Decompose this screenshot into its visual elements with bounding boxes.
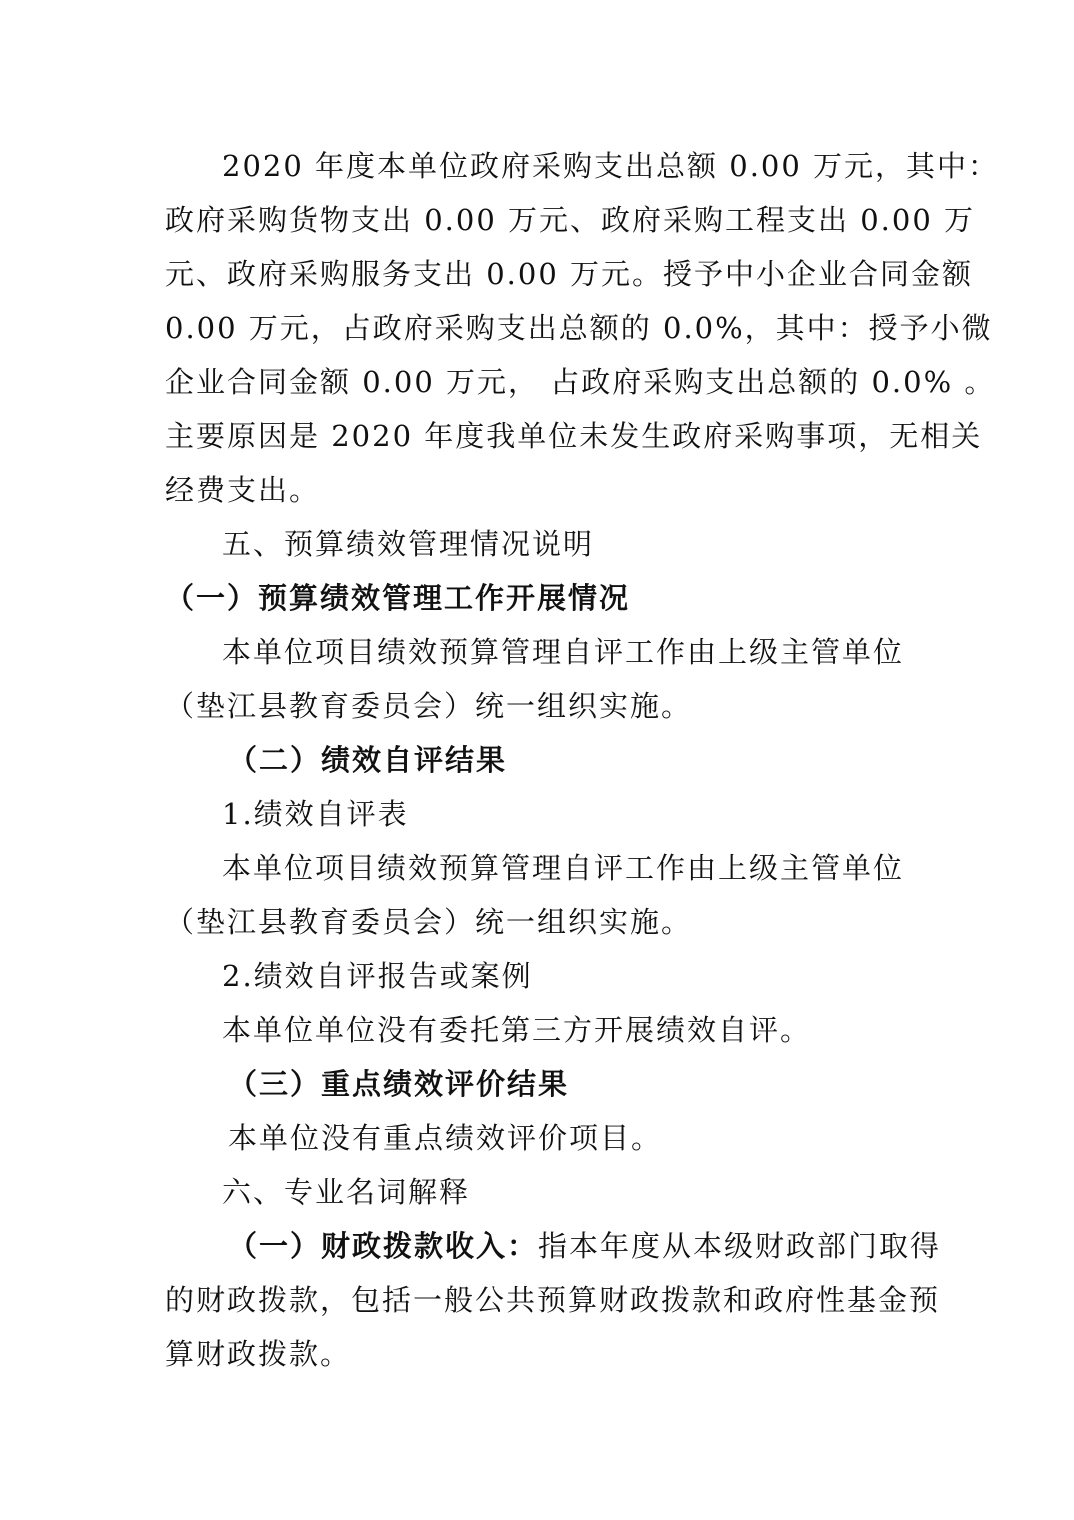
procurement-line-2: 政府采购货物支出 0.00 万元、政府采购工程支出 0.00 万 [165, 203, 976, 237]
procurement-line-3: 元、政府采购服务支出 0.00 万元。授予中小企业合同金额 [165, 257, 974, 291]
section-6-term-1-line-1 [228, 1226, 941, 1266]
section-6-term-1-line-2: 的财政拨款，包括一般公共预算财政拨款和政府性基金预 [165, 1283, 941, 1317]
section-6-heading: 六、专业名词解释 [222, 1175, 471, 1209]
procurement-line-7: 经费支出。 [165, 473, 321, 507]
procurement-line-1: 2020 年度本单位政府采购支出总额 0.00 万元，其中： [222, 149, 1000, 183]
section-6-term-1-line-3: 算财政拨款。 [165, 1337, 352, 1371]
procurement-line-5: 企业合同金额 0.00 万元， 占政府采购支出总额的 0.0% 。 [165, 365, 996, 399]
section-5-sub-2-item-2-title: 2.绩效自评报告或案例 [222, 959, 533, 993]
section-5-sub-2-item-1-title: 1.绩效自评表 [222, 797, 409, 831]
section-5-heading: 五、预算绩效管理情况说明 [222, 527, 595, 561]
term-label: （一）财政拨款收入： [228, 1229, 539, 1263]
section-5-sub-2-item-1-line-1: 本单位项目绩效预算管理自评工作由上级主管单位 [222, 851, 905, 885]
section-5-sub-2-item-1-line-2: （垫江县教育委员会）统一组织实施。 [165, 905, 693, 939]
section-5-sub-2-heading: （二）绩效自评结果 [228, 743, 508, 777]
section-5-sub-2-item-2-line-1: 本单位单位没有委托第三方开展绩效自评。 [222, 1013, 812, 1047]
section-5-sub-1-line-2: （垫江县教育委员会）统一组织实施。 [165, 689, 693, 723]
section-5-sub-3-heading: （三）重点绩效评价结果 [228, 1067, 570, 1101]
section-5-sub-3-line-1: 本单位没有重点绩效评价项目。 [228, 1121, 663, 1155]
procurement-line-6: 主要原因是 2020 年度我单位未发生政府采购事项，无相关 [165, 419, 983, 453]
term-definition-start: 指本年度从本级财政部门取得 [538, 1229, 942, 1263]
section-5-sub-1-line-1: 本单位项目绩效预算管理自评工作由上级主管单位 [222, 635, 905, 669]
section-5-sub-1-heading: （一）预算绩效管理工作开展情况 [165, 581, 631, 615]
procurement-line-4: 0.00 万元，占政府采购支出总额的 0.0%，其中：授予小微 [165, 311, 993, 345]
